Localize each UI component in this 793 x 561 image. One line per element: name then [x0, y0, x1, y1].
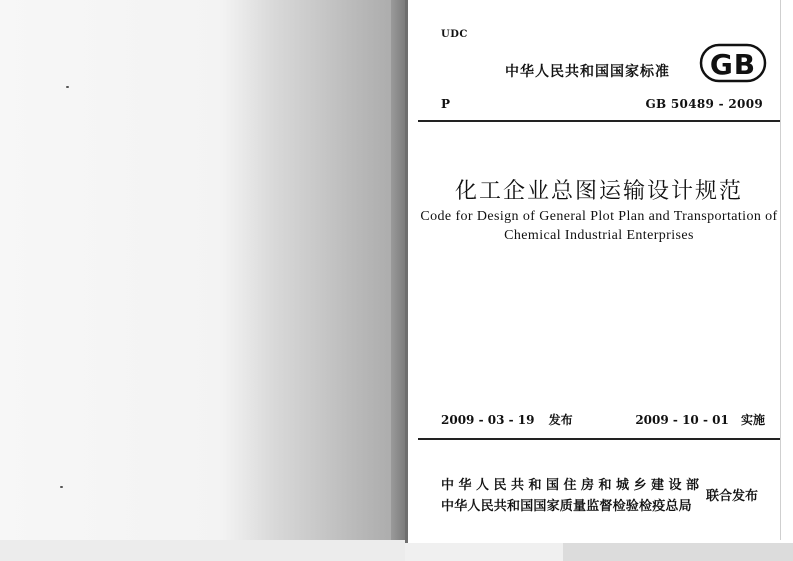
title-chinese: 化工企业总图运输设计规范: [454, 179, 743, 204]
right-edge-line: [780, 0, 781, 540]
udc-label: UDC: [441, 29, 468, 40]
gb-logo-text: GB: [709, 48, 757, 81]
cover-edge: [405, 0, 408, 545]
standard-number: GB 50489 - 2009: [645, 97, 763, 111]
bottom-divider: [418, 438, 780, 440]
scan-speck: [66, 86, 69, 88]
implement-date-block: [635, 411, 765, 428]
bottom-scan-strip: [405, 543, 793, 561]
standard-series-title: 中华人民共和国国家标准: [505, 64, 670, 80]
page-gutter-shadow: [391, 0, 405, 561]
issuer-ministry: 中华人民共和国住房和城乡建设部: [441, 478, 704, 493]
issuer-aqsiq: 中华人民共和国国家质量监督检验检疫总局: [441, 499, 692, 514]
issue-date: 2009 - 03 - 19: [441, 413, 535, 427]
category-label: P: [441, 97, 451, 111]
issue-label: 发布: [548, 413, 573, 427]
left-page-bottom: [0, 540, 405, 561]
joint-release-label: 联合发布: [706, 489, 759, 504]
implement-label: 实施: [740, 413, 765, 427]
gb-logo: [699, 43, 767, 83]
scan-speck: [60, 486, 63, 488]
title-english-line1: Code for Design of General Plot Plan and Transportation of: [420, 209, 778, 224]
title-english-line2: Chemical Industrial Enterprises: [504, 228, 694, 243]
top-divider: [418, 120, 780, 122]
implement-date: 2009 - 10 - 01: [635, 413, 729, 427]
title-english: [405, 207, 793, 245]
issue-date-block: [441, 411, 573, 428]
